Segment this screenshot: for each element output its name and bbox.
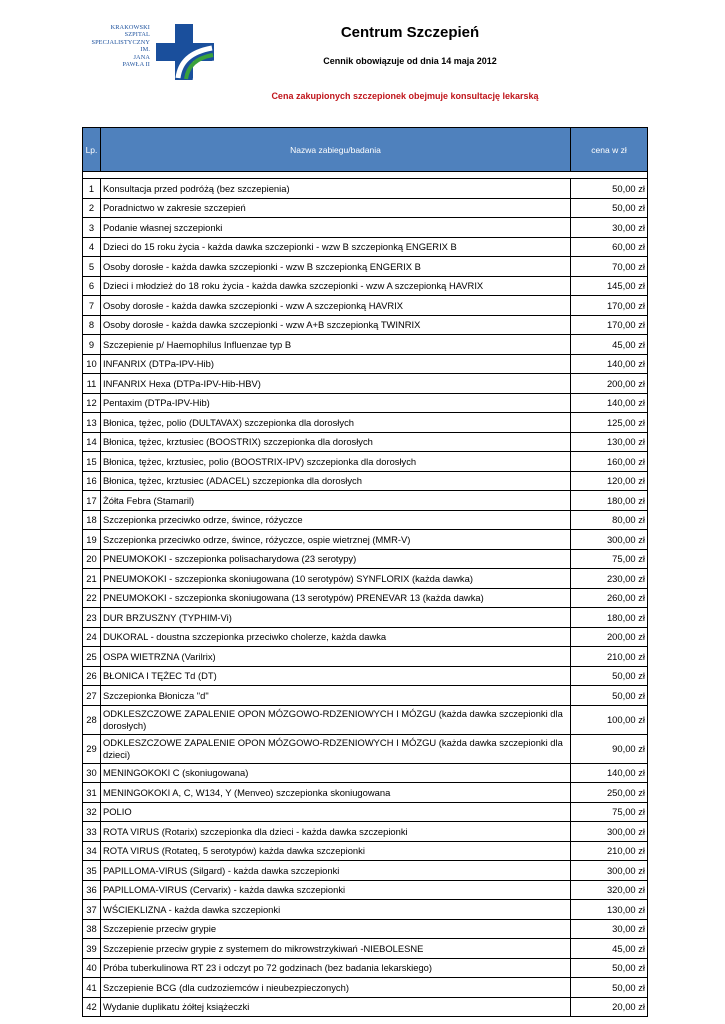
row-price: 140,00 zł — [571, 763, 648, 783]
row-lp: 5 — [83, 257, 101, 277]
table-row — [83, 647, 648, 667]
table-row — [83, 393, 648, 413]
table-spacer — [83, 172, 648, 179]
logo-line: SZPITAL — [124, 31, 150, 39]
row-price: 260,00 zł — [571, 588, 648, 608]
row-price: 125,00 zł — [571, 413, 648, 433]
row-name: Osoby dorosłe - każda dawka szczepionki - wzw A szczepionką HAVRIX — [101, 296, 571, 316]
row-name: Szczepionka przeciwko odrze, śwince, różyczce, ospie wietrznej (MMR-V) — [101, 530, 571, 550]
header-lp: Lp. — [83, 128, 101, 172]
row-name: Błonica, tężec, krztusiec, polio (BOOSTRIX-IPV) szczepionka dla dorosłych — [101, 452, 571, 472]
row-name: Szczepionka Błonicza "d" — [101, 686, 571, 706]
row-lp: 33 — [83, 822, 101, 842]
row-lp: 25 — [83, 647, 101, 667]
table-row — [83, 939, 648, 959]
row-name: Próba tuberkulinowa RT 23 i odczyt po 72 godzinach (bez badania lekarskiego) — [101, 958, 571, 978]
row-price: 145,00 zł — [571, 276, 648, 296]
row-price: 180,00 zł — [571, 608, 648, 628]
row-lp: 34 — [83, 841, 101, 861]
row-price: 70,00 zł — [571, 257, 648, 277]
row-price: 300,00 zł — [571, 861, 648, 881]
row-name: ODKLESZCZOWE ZAPALENIE OPON MÓZGOWO-RDZENIOWYCH I MÓZGU (każda dawka szczepionki dla dzieci) — [101, 734, 571, 763]
table-row — [83, 822, 648, 842]
table-row — [83, 315, 648, 335]
logo-line: JANA — [133, 53, 150, 61]
row-price: 100,00 zł — [571, 705, 648, 734]
row-name: Szczepienie przeciw grypie z systemem do mikrowstrzykiwań -NIEBOLESNE — [101, 939, 571, 959]
row-lp: 29 — [83, 734, 101, 763]
row-lp: 19 — [83, 530, 101, 550]
row-price: 160,00 zł — [571, 452, 648, 472]
table-row — [83, 900, 648, 920]
row-name: ODKLESZCZOWE ZAPALENIE OPON MÓZGOWO-RDZENIOWYCH I MÓZGU (każda dawka szczepionki dla dorosłych) — [101, 705, 571, 734]
table-row — [83, 666, 648, 686]
row-lp: 37 — [83, 900, 101, 920]
row-name: PNEUMOKOKI - szczepionka skoniugowana (10 serotypów) SYNFLORIX (każda dawka) — [101, 569, 571, 589]
row-price: 75,00 zł — [571, 549, 648, 569]
row-lp: 22 — [83, 588, 101, 608]
row-price: 45,00 zł — [571, 939, 648, 959]
row-lp: 8 — [83, 315, 101, 335]
table-row — [83, 686, 648, 706]
table-row — [83, 802, 648, 822]
table-row — [83, 413, 648, 433]
table-row — [83, 179, 648, 199]
row-lp: 3 — [83, 218, 101, 238]
row-lp: 18 — [83, 510, 101, 530]
row-price: 140,00 zł — [571, 354, 648, 374]
row-name: DUKORAL - doustna szczepionka przeciwko cholerze, każda dawka — [101, 627, 571, 647]
row-price: 50,00 zł — [571, 198, 648, 218]
row-lp: 16 — [83, 471, 101, 491]
row-name: POLIO — [101, 802, 571, 822]
row-name: PNEUMOKOKI - szczepionka skoniugowana (13 serotypów) PRENEVAR 13 (każda dawka) — [101, 588, 571, 608]
table-row — [83, 880, 648, 900]
row-lp: 11 — [83, 374, 101, 394]
table-row — [83, 783, 648, 803]
logo-line: KRAKOWSKI — [110, 24, 150, 31]
logo-line: SPECJALISTYCZNY — [91, 38, 150, 46]
row-name: Poradnictwo w zakresie szczepień — [101, 198, 571, 218]
row-name: Konsultacja przed podróżą (bez szczepienia) — [101, 179, 571, 199]
row-name: PNEUMOKOKI - szczepionka polisacharydowa (23 serotypy) — [101, 549, 571, 569]
page-title: Centrum Szczepień — [340, 24, 480, 41]
row-name: Szczepienie p/ Haemophilus Influenzae typ B — [101, 335, 571, 355]
row-name: BŁONICA I TĘŻEC Td (DT) — [101, 666, 571, 686]
row-lp: 21 — [83, 569, 101, 589]
row-price: 230,00 zł — [571, 569, 648, 589]
row-name: DUR BRZUSZNY (TYPHIM-Vi) — [101, 608, 571, 628]
table-row — [83, 276, 648, 296]
header-name: Nazwa zabiegu/badania — [101, 128, 571, 172]
row-lp: 7 — [83, 296, 101, 316]
row-price: 50,00 zł — [571, 179, 648, 199]
table-row — [83, 958, 648, 978]
row-lp: 10 — [83, 354, 101, 374]
row-price: 120,00 zł — [571, 471, 648, 491]
row-name: Wydanie duplikatu żółtej książeczki — [101, 997, 571, 1017]
table-row — [83, 374, 648, 394]
row-lp: 35 — [83, 861, 101, 881]
row-lp: 14 — [83, 432, 101, 452]
row-lp: 28 — [83, 705, 101, 734]
row-price: 210,00 zł — [571, 647, 648, 667]
row-price: 170,00 zł — [571, 296, 648, 316]
row-price: 250,00 zł — [571, 783, 648, 803]
table-row — [83, 763, 648, 783]
table-row — [83, 354, 648, 374]
row-name: Szczepienie BCG (dla cudzoziemców i nieubezpieczonych) — [101, 978, 571, 998]
row-price: 30,00 zł — [571, 919, 648, 939]
row-lp: 38 — [83, 919, 101, 939]
validity-date: Cennik obowiązuje od dnia 14 maja 2012 — [323, 56, 497, 66]
row-price: 140,00 zł — [571, 393, 648, 413]
table-row — [83, 452, 648, 472]
row-price: 130,00 zł — [571, 432, 648, 452]
row-name: OSPA WIETRZNA (Varilrix) — [101, 647, 571, 667]
table-row — [83, 491, 648, 511]
row-price: 50,00 zł — [571, 686, 648, 706]
row-lp: 32 — [83, 802, 101, 822]
row-lp: 39 — [83, 939, 101, 959]
row-name: Osoby dorosłe - każda dawka szczepionki - wzw A+B szczepionką TWINRIX — [101, 315, 571, 335]
row-lp: 30 — [83, 763, 101, 783]
logo-text — [82, 24, 150, 68]
row-price: 130,00 zł — [571, 900, 648, 920]
row-price: 75,00 zł — [571, 802, 648, 822]
row-lp: 36 — [83, 880, 101, 900]
row-name: Dzieci i młodzież do 18 roku życia - każda dawka szczepionki - wzw A szczepionką HAVRIX — [101, 276, 571, 296]
table-row — [83, 734, 648, 763]
header-price: cena w zł — [571, 128, 648, 172]
row-lp: 41 — [83, 978, 101, 998]
table-row — [83, 569, 648, 589]
row-name: Podanie własnej szczepionki — [101, 218, 571, 238]
table-row — [83, 861, 648, 881]
row-lp: 1 — [83, 179, 101, 199]
table-row — [83, 335, 648, 355]
row-price: 90,00 zł — [571, 734, 648, 763]
row-lp: 42 — [83, 997, 101, 1017]
table-row — [83, 218, 648, 238]
logo-line: PAWŁA II — [122, 61, 150, 69]
row-name: Błonica, tężec, polio (DULTAVAX) szczepionka dla dorosłych — [101, 413, 571, 433]
row-lp: 20 — [83, 549, 101, 569]
row-price: 320,00 zł — [571, 880, 648, 900]
table-row — [83, 705, 648, 734]
table-row — [83, 627, 648, 647]
row-price: 170,00 zł — [571, 315, 648, 335]
row-lp: 17 — [83, 491, 101, 511]
price-note: Cena zakupionych szczepionek obejmuje konsultację lekarską — [271, 91, 539, 101]
row-lp: 4 — [83, 237, 101, 257]
row-name: INFANRIX (DTPa-IPV-Hib) — [101, 354, 571, 374]
table-row — [83, 471, 648, 491]
row-price: 60,00 zł — [571, 237, 648, 257]
row-lp: 27 — [83, 686, 101, 706]
row-lp: 31 — [83, 783, 101, 803]
table-body — [83, 172, 648, 1017]
row-lp: 26 — [83, 666, 101, 686]
row-name: Dzieci do 15 roku życia - każda dawka szczepionki - wzw B szczepionką ENGERIX B — [101, 237, 571, 257]
row-price: 300,00 zł — [571, 822, 648, 842]
table-row — [83, 919, 648, 939]
row-price: 300,00 zł — [571, 530, 648, 550]
row-lp: 6 — [83, 276, 101, 296]
table-row — [83, 608, 648, 628]
row-price: 45,00 zł — [571, 335, 648, 355]
logo-line: IM. — [140, 46, 150, 54]
row-name: ROTA VIRUS (Rotateq, 5 serotypów) każda dawka szczepionki — [101, 841, 571, 861]
row-price: 50,00 zł — [571, 958, 648, 978]
row-name: MENINGOKOKI C (skoniugowana) — [101, 763, 571, 783]
row-name: PAPILLOMA-VIRUS (Cervarix) - każda dawka szczepionki — [101, 880, 571, 900]
row-name: Szczepienie przeciw grypie — [101, 919, 571, 939]
row-name: INFANRIX Hexa (DTPa-IPV-Hib-HBV) — [101, 374, 571, 394]
row-price: 30,00 zł — [571, 218, 648, 238]
table-row — [83, 432, 648, 452]
table-row — [83, 530, 648, 550]
row-name: Żółta Febra (Stamaril) — [101, 491, 571, 511]
row-name: Błonica, tężec, krztusiec (BOOSTRIX) szczepionka dla dorosłych — [101, 432, 571, 452]
row-name: Błonica, tężec, krztusiec (ADACEL) szczepionka dla dorosłych — [101, 471, 571, 491]
table-row — [83, 841, 648, 861]
row-lp: 9 — [83, 335, 101, 355]
row-name: Osoby dorosłe - każda dawka szczepionki - wzw B szczepionką ENGERIX B — [101, 257, 571, 277]
row-lp: 13 — [83, 413, 101, 433]
row-price: 50,00 zł — [571, 978, 648, 998]
row-name: ROTA VIRUS (Rotarix) szczepionka dla dzieci - każda dawka szczepionki — [101, 822, 571, 842]
table-row — [83, 997, 648, 1017]
table-row — [83, 257, 648, 277]
row-lp: 40 — [83, 958, 101, 978]
row-name: PAPILLOMA-VIRUS (Silgard) - każda dawka szczepionki — [101, 861, 571, 881]
table-row — [83, 237, 648, 257]
row-price: 20,00 zł — [571, 997, 648, 1017]
table-row — [83, 978, 648, 998]
row-lp: 2 — [83, 198, 101, 218]
row-name: WŚCIEKLIZNA - każda dawka szczepionki — [101, 900, 571, 920]
row-price: 180,00 zł — [571, 491, 648, 511]
row-name: Pentaxim (DTPa-IPV-Hib) — [101, 393, 571, 413]
table-row — [83, 588, 648, 608]
row-name: Szczepionka przeciwko odrze, śwince, różyczce — [101, 510, 571, 530]
table-row — [83, 549, 648, 569]
table-row — [83, 296, 648, 316]
table-header-row — [83, 128, 648, 172]
row-lp: 15 — [83, 452, 101, 472]
row-price: 210,00 zł — [571, 841, 648, 861]
table-row — [83, 510, 648, 530]
row-price: 200,00 zł — [571, 374, 648, 394]
row-lp: 12 — [83, 393, 101, 413]
row-price: 80,00 zł — [571, 510, 648, 530]
row-lp: 24 — [83, 627, 101, 647]
row-lp: 23 — [83, 608, 101, 628]
row-name: MENINGOKOKI A, C, W134, Y (Menveo) szczepionka skoniugowana — [101, 783, 571, 803]
row-price: 50,00 zł — [571, 666, 648, 686]
price-table — [82, 127, 648, 1017]
row-price: 200,00 zł — [571, 627, 648, 647]
table-row — [83, 198, 648, 218]
